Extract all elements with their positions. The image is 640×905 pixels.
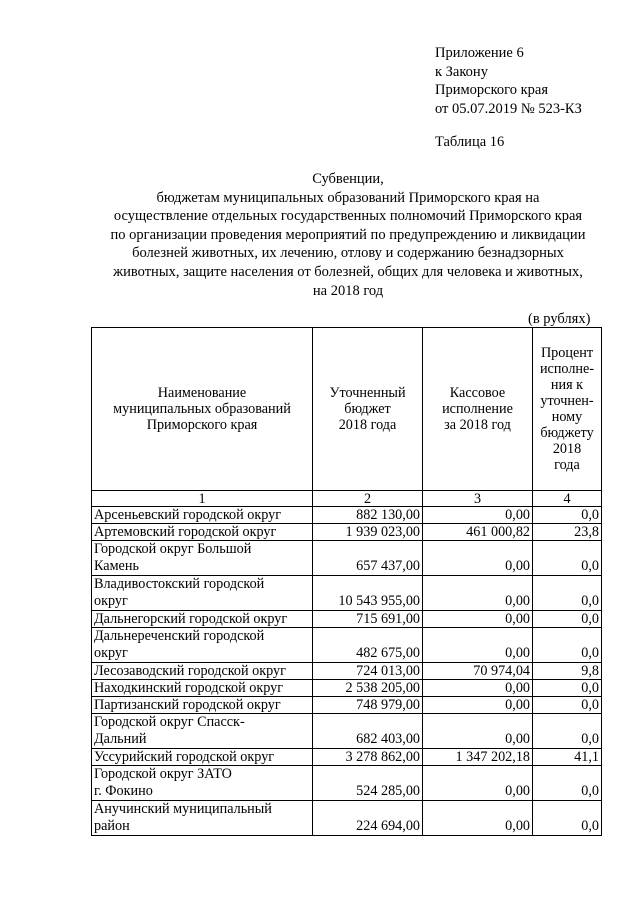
row-budget: 657 437,00 [313,541,423,576]
row-percent: 0,0 [533,576,602,611]
row-cash: 70 974,04 [423,663,533,680]
row-cash: 0,00 [423,576,533,611]
document-title [88,170,608,300]
row-percent: 0,0 [533,628,602,663]
column-number-row [92,491,602,507]
row-budget: 724 013,00 [313,663,423,680]
header-percent [533,328,602,491]
row-name [92,714,313,749]
row-percent: 0,0 [533,680,602,697]
table-row [92,714,602,749]
row-cash: 0,00 [423,507,533,524]
row-name [92,749,313,766]
row-name-line: Лесозаводский городской округ [94,663,286,679]
title-line: бюджетам муниципальных образований Приморского края на [156,189,540,206]
row-budget: 748 979,00 [313,697,423,714]
column-number: 4 [533,491,602,507]
title-line: по организации проведения мероприятий по предупреждению и ликвидации [110,226,586,243]
row-name-line: Дальний [94,731,147,747]
row-name [92,611,313,628]
row-name-line: Дальнереченский городской [94,628,265,644]
row-budget: 1 939 023,00 [313,524,423,541]
header-line: бюджет [344,401,391,417]
table-row [92,576,602,611]
header-line: Уточненный [329,385,406,401]
row-name [92,524,313,541]
row-percent: 23,8 [533,524,602,541]
header-line: исполне- [539,361,595,377]
row-percent: 0,0 [533,507,602,524]
row-cash: 0,00 [423,628,533,663]
row-cash: 0,00 [423,680,533,697]
header-line: ному [551,409,583,425]
row-budget: 482 675,00 [313,628,423,663]
table-row [92,766,602,801]
column-number: 2 [313,491,423,507]
column-number: 1 [92,491,313,507]
row-name-line: Находкинский городской округ [94,680,284,696]
table-number: Таблица 16 [435,134,505,150]
appendix-line: Приложение 6 [435,45,524,61]
row-percent: 0,0 [533,714,602,749]
table-row [92,507,602,524]
header-line: 2018 года [338,417,397,433]
title-line: осуществление отдельных государственных полномочий Приморского края [113,208,583,225]
row-name [92,801,313,836]
row-name-line: Городской округ ЗАТО [94,766,232,782]
header-line: муниципальных образований [113,401,291,417]
row-name-line: район [94,818,130,834]
row-name [92,680,313,697]
header-line: Наименование [157,385,247,401]
title-line: болезней животных, их лечению, отлову и содержанию безнадзорных [132,245,564,262]
appendix-block [435,44,582,118]
row-cash: 0,00 [423,801,533,836]
row-budget: 882 130,00 [313,507,423,524]
row-name-line: Анучинский муниципальный [94,801,272,817]
header-budget [313,328,423,491]
table-row [92,697,602,714]
row-name-line: Уссурийский городской округ [94,749,275,765]
header-line: года [554,457,580,473]
row-name-line: Арсеньевский городской округ [94,507,282,523]
row-budget: 3 278 862,00 [313,749,423,766]
row-name-line: Городской округ Спасск- [94,714,245,730]
row-cash: 0,00 [423,714,533,749]
header-cash [423,328,533,491]
header-line: за 2018 год [444,417,511,433]
table-row [92,663,602,680]
row-cash: 0,00 [423,611,533,628]
row-cash: 0,00 [423,766,533,801]
row-name-line: Дальнегорский городской округ [94,611,288,627]
row-name-line: г. Фокино [94,783,153,799]
row-budget: 10 543 955,00 [313,576,423,611]
header-line: бюджету [540,425,594,441]
row-budget: 715 691,00 [313,611,423,628]
column-number: 3 [423,491,533,507]
header-line: Процент [540,345,594,361]
appendix-line: к Закону [435,63,488,80]
row-percent: 9,8 [533,663,602,680]
title-line: Субвенции, [312,171,384,187]
row-name [92,576,313,611]
row-cash: 1 347 202,18 [423,749,533,766]
header-line: уточнен- [540,393,594,409]
row-name [92,697,313,714]
row-name-line: Городской округ Большой [94,541,252,557]
subventions-table [91,327,602,836]
row-budget: 524 285,00 [313,766,423,801]
row-percent: 41,1 [533,749,602,766]
row-name-line: округ [94,593,128,609]
unit-label: (в рублях) [528,311,591,327]
row-name [92,766,313,801]
row-name-line: округ [94,645,128,661]
table-row [92,611,602,628]
table-row [92,680,602,697]
header-line: Кассовое [449,385,506,401]
appendix-line: от 05.07.2019 № 523-КЗ [435,100,582,117]
appendix-line: Приморского края [435,82,549,98]
title-line: животных, защите населения от болезней, общих для человека и животных, [113,263,583,280]
row-name [92,628,313,663]
table-row [92,541,602,576]
row-percent: 0,0 [533,611,602,628]
table-row [92,524,602,541]
table-row [92,801,602,836]
row-cash: 0,00 [423,697,533,714]
table-row [92,628,602,663]
header-line: исполнение [442,401,513,417]
row-name [92,541,313,576]
header-line: ния к [550,377,584,393]
row-name-line: Владивостокский городской [94,576,265,592]
row-name [92,507,313,524]
row-percent: 0,0 [533,766,602,801]
table-header-row [92,328,602,491]
title-line: на 2018 год [312,282,384,299]
row-percent: 0,0 [533,801,602,836]
table-row [92,749,602,766]
row-name-line: Камень [94,558,139,574]
header-line: Приморского края [146,417,258,433]
row-percent: 0,0 [533,697,602,714]
header-line: 2018 [552,441,582,457]
row-budget: 224 694,00 [313,801,423,836]
row-budget: 682 403,00 [313,714,423,749]
row-name-line: Артемовский городской округ [94,524,277,540]
row-name [92,663,313,680]
row-cash: 461 000,82 [423,524,533,541]
row-budget: 2 538 205,00 [313,680,423,697]
row-cash: 0,00 [423,541,533,576]
header-name [92,328,313,491]
row-name-line: Партизанский городской округ [94,697,281,713]
row-percent: 0,0 [533,541,602,576]
